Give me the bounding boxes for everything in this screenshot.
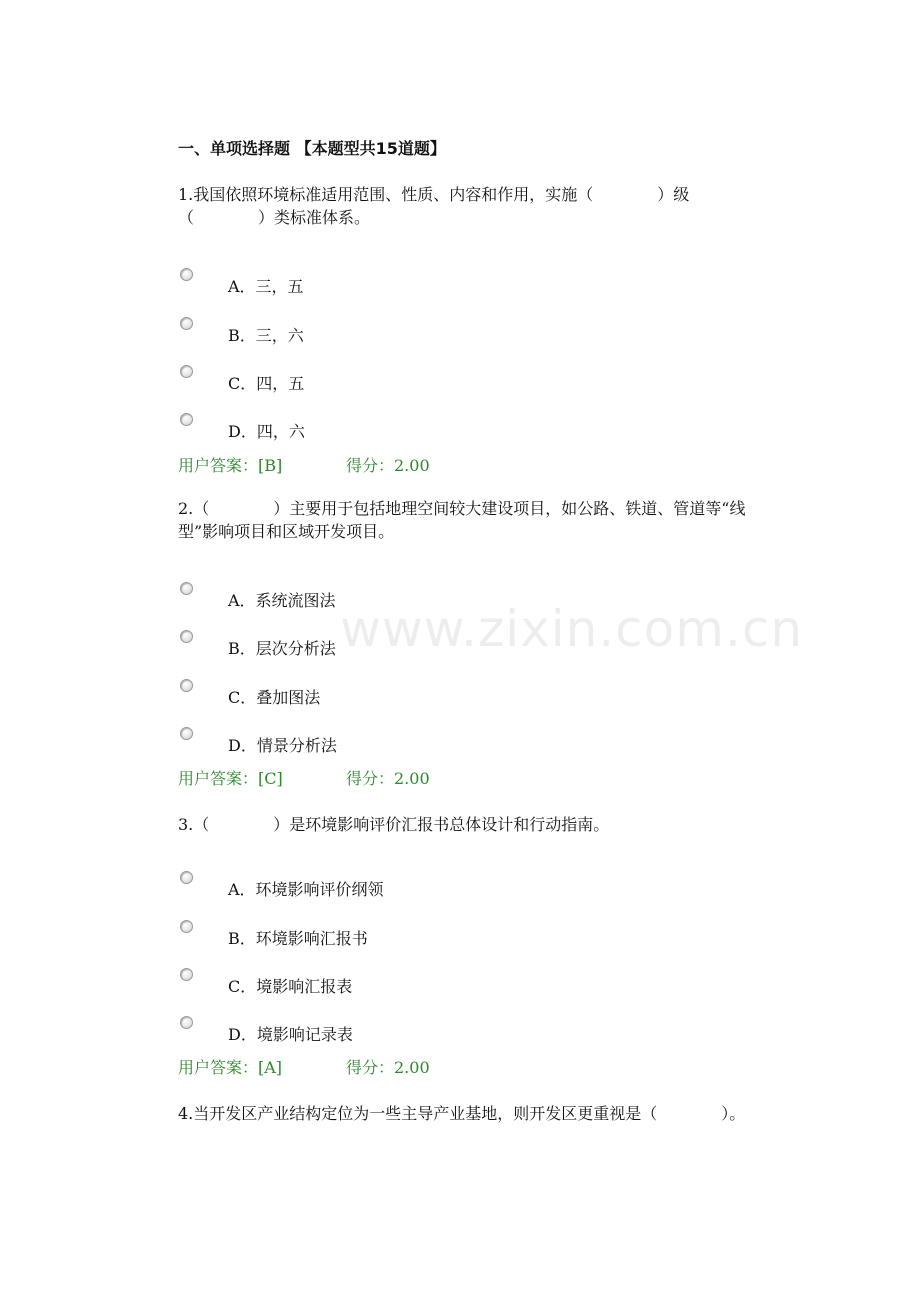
answer-row [178, 1055, 430, 1078]
question-text: 4.当开发区产业结构定位为一些主导产业基地，则开发区更重视是（ ）。 [178, 1104, 746, 1123]
radio-button-icon[interactable] [180, 268, 193, 281]
question-3 [178, 813, 768, 836]
question-text: 1.我国依照环境标准适用范围、性质、内容和作用，实施（ ）级（ ）类标准体系。 [178, 185, 690, 227]
option-label: D．情景分析法 [228, 736, 337, 755]
radio-button-icon[interactable] [180, 365, 193, 378]
radio-button-icon[interactable] [180, 727, 193, 740]
option-label: A．系统流图法 [228, 591, 336, 610]
answer-row [178, 766, 430, 789]
option-label: D．境影响记录表 [228, 1025, 353, 1044]
question-text: 3.（ ）是环境影响评价汇报书总体设计和行动指南。 [178, 815, 610, 834]
score: 得分：2.00 [346, 769, 430, 788]
radio-button-icon[interactable] [180, 582, 193, 595]
radio-button-icon[interactable] [180, 413, 193, 426]
option-label: B．三，六 [228, 326, 304, 345]
radio-button-icon[interactable] [180, 630, 193, 643]
question-text: 2.（ ）主要用于包括地理空间较大建设项目，如公路、铁道、管道等“线型”影响项目和区域开发项目。 [178, 499, 746, 541]
score: 得分：2.00 [346, 1058, 430, 1077]
watermark: www.zixin.com.cn [340, 600, 804, 658]
radio-button-icon[interactable] [180, 317, 193, 330]
answer-row [178, 453, 430, 476]
radio-button-icon[interactable] [180, 1016, 193, 1029]
user-answer: 用户答案：[C] [178, 769, 283, 788]
radio-button-icon[interactable] [180, 968, 193, 981]
option-label: C．四，五 [228, 374, 305, 393]
user-answer: 用户答案：[A] [178, 1058, 283, 1077]
option-label: D．四，六 [228, 422, 305, 441]
option-label: B．环境影响汇报书 [228, 929, 368, 948]
option-label: A．三，五 [228, 277, 304, 296]
question-1 [178, 183, 768, 229]
user-answer: 用户答案：[B] [178, 456, 283, 475]
option-label: C．境影响汇报表 [228, 977, 353, 996]
radio-button-icon[interactable] [180, 679, 193, 692]
question-2 [178, 497, 768, 543]
option-label: A．环境影响评价纲领 [228, 880, 384, 899]
section-title: 一、单项选择题 【本题型共15道题】 [178, 139, 446, 158]
radio-button-icon[interactable] [180, 920, 193, 933]
question-4 [178, 1102, 768, 1125]
radio-button-icon[interactable] [180, 871, 193, 884]
score: 得分：2.00 [346, 456, 430, 475]
option-label: B．层次分析法 [228, 639, 336, 658]
option-label: C．叠加图法 [228, 688, 321, 707]
